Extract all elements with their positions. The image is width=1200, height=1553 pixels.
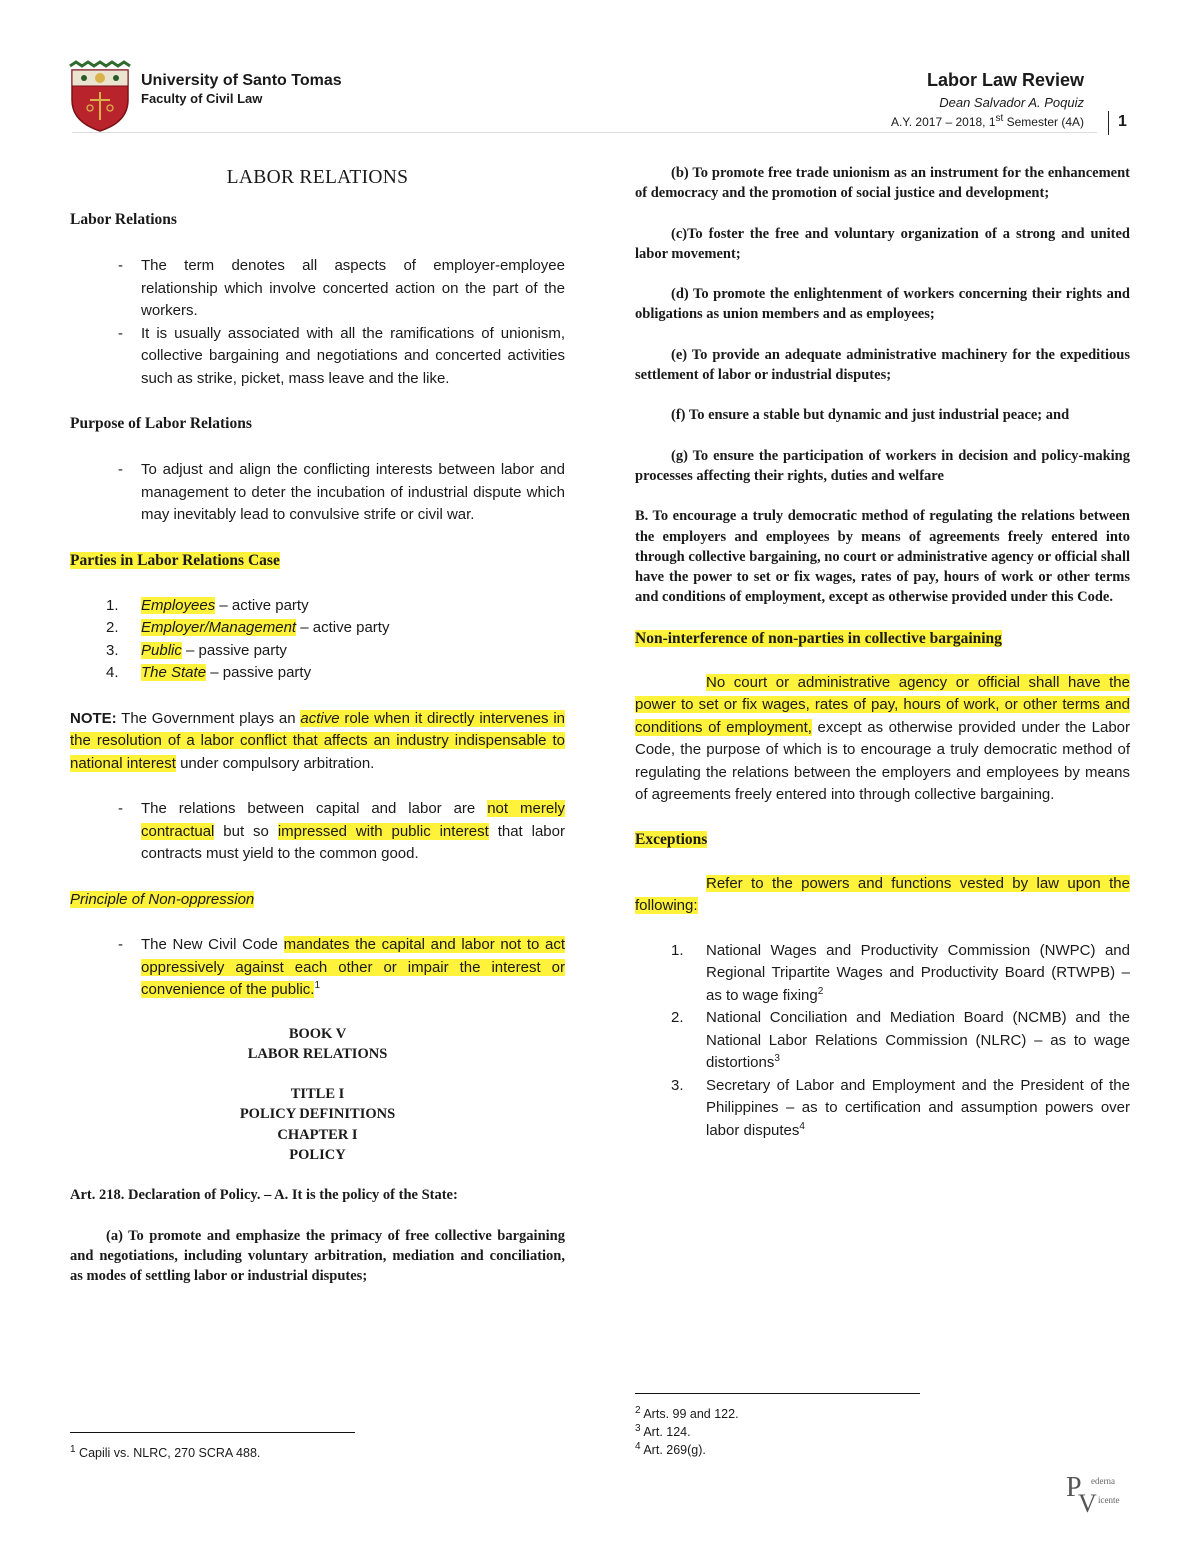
heading-principle: [70, 889, 565, 912]
party-role: – passive party: [181, 641, 287, 659]
footnote-number: 3: [635, 1422, 641, 1434]
bullet-text: The term denotes all aspects of employer-employee relationship which involve concerted action on the part of the workers.: [141, 257, 565, 319]
chapter-number: CHAPTER I: [277, 1126, 358, 1143]
party-role: – active party: [296, 619, 390, 636]
footnote-text: Capili vs. NLRC, 270 SCRA 488.: [75, 1446, 261, 1460]
article-218-e: (e) To provide an adequate administrative machinery for the expeditious settlement of labor or industrial disputes;: [635, 346, 1130, 384]
bullet-text: It is usually associated with all the ramifications of unionism, collective bargaining and negotiations and concerted activities such as strike, picket, mass leave and the like.: [141, 324, 565, 387]
list-number: 2.: [106, 619, 119, 636]
right-column: [635, 163, 1130, 1142]
exception-text: National Wages and Productivity Commission (NWPC) and Regional Tripartite Wages and Productivity Board (RTWPB) – as to wage fixing: [706, 941, 1130, 1004]
principle-text: Principle of Non-oppression: [70, 890, 255, 908]
chapter-name: POLICY: [289, 1146, 346, 1163]
book-number: BOOK V: [288, 1025, 347, 1042]
note-active: active: [300, 709, 340, 727]
list-number: 4.: [106, 664, 119, 681]
footnote-ref-1: 1: [314, 980, 321, 991]
footnote-4: [635, 1442, 706, 1459]
exceptions-intro-text: Refer to the powers and functions vested by law upon the following:: [635, 874, 1130, 915]
relations-e: that labor contracts must yield to the common good.: [141, 822, 565, 862]
civil-code-a: The New Civil Code: [141, 936, 284, 953]
article-218-g: (g) To ensure the participation of workers in decision and policy-making processes affecting their rights, duties and welfare: [635, 447, 1130, 484]
university-name: University of Santo Tomas: [141, 72, 342, 89]
left-column: [70, 160, 565, 1286]
footnote-ref-4: 4: [799, 1120, 805, 1132]
non-interference-rest: except as otherwise provided under the Labor Code, the purpose of which is to encourage a truly democratic method of regulating the relations between the employers and employees by means of agreements freely entered into through collective bargaining.: [635, 718, 1131, 804]
term-main: A.Y. 2017 – 2018, 1: [890, 115, 996, 129]
party-name: Public: [141, 641, 182, 659]
party-role: – passive party: [206, 664, 312, 681]
bullet-relations: - The relations between capital and labor are not merely contractual but so impressed with public interest that labor contracts must yield to the common good.: [118, 800, 565, 862]
relations-a: The relations between capital and labor are: [141, 800, 488, 817]
list-number: 1.: [671, 941, 684, 959]
title-number: TITLE I: [290, 1086, 345, 1103]
footnote-1: [70, 1445, 260, 1462]
list-item: [70, 595, 565, 618]
footnote-text: Arts. 99 and 122.: [640, 1407, 739, 1421]
heading-parties: [70, 550, 565, 572]
list-number: 3.: [106, 641, 119, 659]
author-monogram-logo: [1064, 1470, 1126, 1514]
relations-c: but so: [214, 822, 278, 840]
article-218-a: (a) To promote and emphasize the primacy of free collective bargaining and negotiations, including voluntary arbitration, mediation and conciliation, as modes of settling labor or industrial disputes;: [70, 1227, 565, 1285]
heading-non-interference: [635, 628, 1130, 650]
footnote-text: Art. 269(g).: [640, 1443, 706, 1457]
party-name: Employees: [141, 596, 216, 614]
footnote-3: [635, 1424, 691, 1441]
note-label: NOTE:: [70, 709, 117, 727]
exception-text: Secretary of Labor and Employment and the President of the Philippines – as to certification and assumption powers over labor disputes: [706, 1076, 1130, 1139]
svg-text:P: P: [1066, 1472, 1082, 1503]
note-end: under compulsory arbitration.: [175, 754, 375, 772]
list-number: 2.: [671, 1009, 684, 1027]
non-interference-paragraph: [635, 672, 1130, 807]
svg-text:ederna: ederna: [1091, 1476, 1115, 1486]
list-item: [70, 662, 565, 685]
professor-name: Dean Salvador A. Poquiz: [939, 95, 1084, 110]
list-item: [635, 1075, 1130, 1143]
bullet-civil-code: - The New Civil Code mandates the capital and labor not to act oppressively against each other or impair the interest or convenience of the public.$^1$: [118, 936, 566, 998]
bullet-text: To adjust and align the conflicting interests between labor and management to deter the incubation of industrial dispute which may inevitably lead to convulsive strife or civil war.: [141, 461, 565, 523]
bullet-labor-relations-1: - The term denotes all aspects of employer-employee relationship which involve concerted action on the part of the workers.: [118, 257, 565, 319]
list-item: [70, 617, 565, 640]
list-number: 3.: [671, 1076, 684, 1094]
exceptions-intro: [635, 873, 1130, 918]
term-end: Semester (4A): [1003, 115, 1084, 129]
heading-exceptions: [635, 829, 1130, 851]
party-name: The State: [141, 664, 207, 681]
footnote-number: 2: [635, 1404, 641, 1416]
article-218-B: B. To encourage a truly democratic method of regulating the relations between the employers and employees by means of agreements freely entered into through collective bargaining, no court or administrative agency or official shall have the power to set or fix wages, rates of pay, hours of work or other terms and conditions of employment, except as otherwise provided under this Code.: [635, 508, 1130, 606]
note-paragraph: [70, 708, 565, 776]
book-title: LABOR RELATIONS: [247, 1045, 388, 1062]
article-218-f: (f) To ensure a stable but dynamic and just industrial peace; and: [671, 407, 1070, 424]
list-item: [635, 940, 1130, 1008]
list-number: 1.: [106, 596, 119, 614]
svg-text:icente: icente: [1098, 1495, 1120, 1505]
heading-parties-text: Parties in Labor Relations Case: [70, 551, 280, 569]
book-heading: [70, 1024, 565, 1166]
list-item: [635, 1007, 1130, 1075]
course-title: Labor Law Review: [926, 70, 1084, 90]
footnote-ref-3: 3: [774, 1053, 780, 1065]
note-highlight: role when it directly intervenes in the resolution of a labor conflict that affects an industry indispensable to national interest: [70, 709, 565, 772]
exceptions-list: [635, 940, 1130, 1143]
non-interference-highlight: No court or administrative agency or official shall have the power to set or fix wages, rates of pay, hours of work, or other terms and conditions of employment,: [635, 673, 1130, 736]
party-name: Employer/Management: [141, 619, 297, 636]
exception-text: National Conciliation and Mediation Board (NCMB) and the National Labor Relations Commission (NLRC) – as to wage distortions: [706, 1009, 1130, 1072]
term-sup: st: [995, 113, 1004, 124]
article-218-b: (b) To promote free trade unionism as an instrument for the enhancement of democracy and the promotion of social justice and development;: [635, 165, 1130, 202]
page-number: 1: [1118, 113, 1127, 130]
academic-term: [891, 115, 1084, 129]
footnote-2: [635, 1406, 739, 1423]
exceptions-text: Exceptions: [635, 830, 708, 848]
note-text: The Government plays an: [116, 709, 301, 727]
article-218-heading: Art. 218. Declaration of Policy. – A. It is the policy of the State:: [70, 1187, 458, 1204]
footnote-rule: [70, 1432, 355, 1433]
non-interference-text: Non-interference of non-parties in collective bargaining: [635, 629, 1002, 647]
parties-list: [70, 595, 565, 685]
footnote-number: 1: [70, 1443, 76, 1455]
footnote-rule: [635, 1393, 920, 1394]
article-218-c: (c)To foster the free and voluntary organization of a strong and united labor movement;: [635, 225, 1130, 262]
footnote-number: 4: [635, 1440, 641, 1452]
bullet-labor-relations-2: - It is usually associated with all the ramifications of unionism, collective bargaining and negotiations and concerted activities such as strike, picket, mass leave and the like.: [118, 324, 565, 387]
page-number-divider: [1108, 111, 1109, 135]
footnote-text: Art. 124.: [640, 1425, 691, 1439]
svg-text:V: V: [1078, 1489, 1097, 1514]
title-name: POLICY DEFINITIONS: [239, 1106, 396, 1123]
footnote-ref-2: 2: [817, 985, 824, 997]
relations-highlight-2: impressed with public interest: [277, 822, 489, 840]
list-item: [70, 640, 565, 663]
article-218-d: (d) To promote the enlightenment of workers concerning their rights and obligations as union members and as employees;: [635, 286, 1130, 323]
faculty-name: Faculty of Civil Law: [141, 91, 263, 106]
university-seal-logo: [66, 60, 134, 132]
document-title: LABOR RELATIONS: [226, 167, 409, 188]
bullet-purpose: - To adjust and align the conflicting interests between labor and management to deter the incubation of industrial dispute which may inevitably lead to convulsive strife or civil war.: [118, 461, 565, 523]
header-rule: [72, 132, 1097, 133]
heading-labor-relations: Labor Relations: [70, 211, 177, 228]
civil-code-highlight: mandates the capital and labor not to act oppressively against each other or impair the interest or convenience of the public.: [141, 936, 566, 998]
heading-purpose: Purpose of Labor Relations: [70, 415, 252, 432]
party-role: – active party: [215, 596, 309, 614]
relations-highlight-1: not merely contractual: [141, 800, 565, 840]
